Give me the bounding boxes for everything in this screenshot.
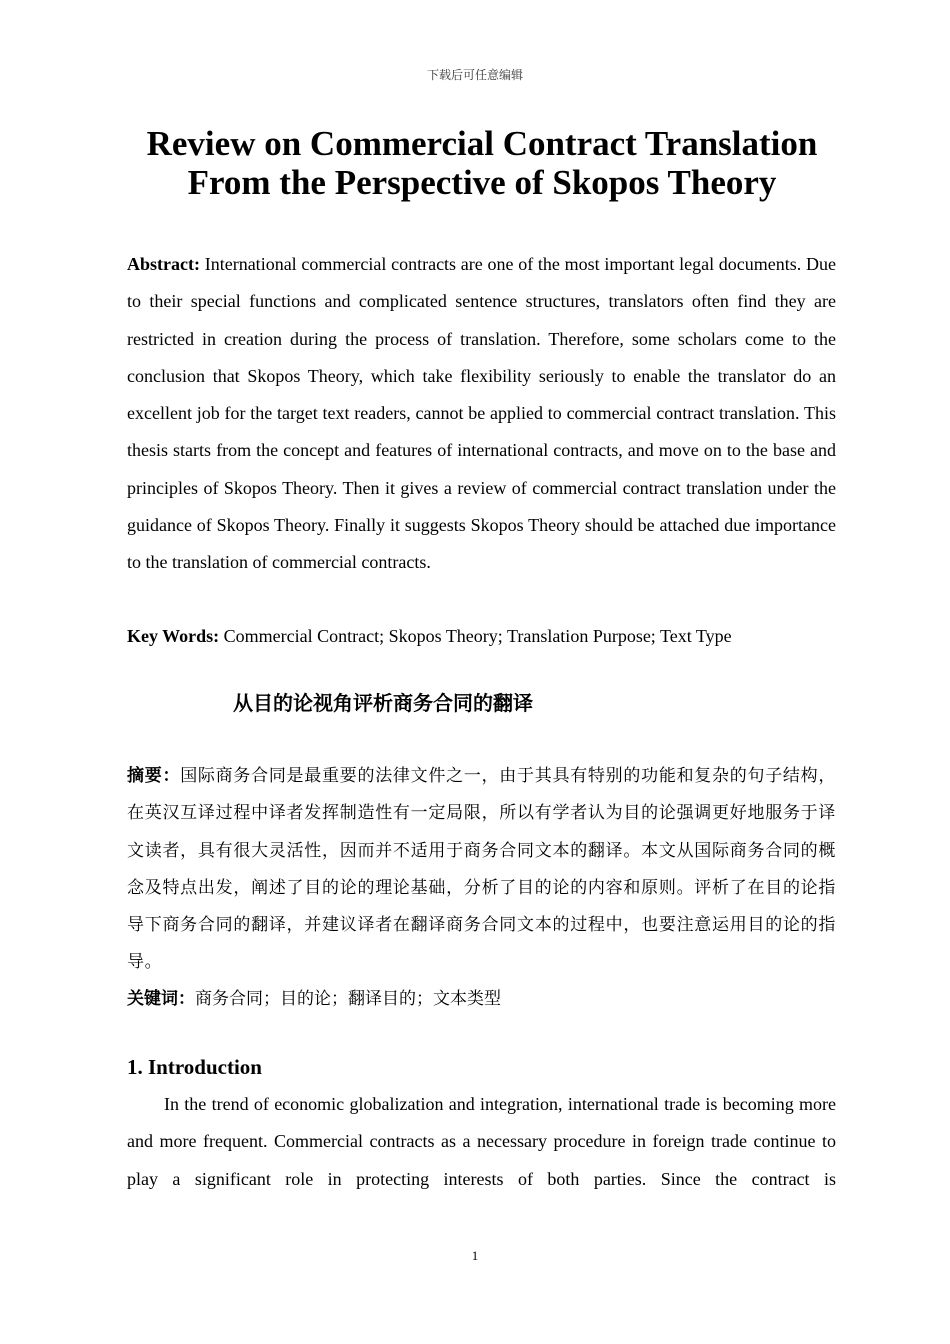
abstract-text: International commercial contracts are one of the most important legal documents. Due to their special functions and complicated sentence structures, translators often find they are restricted in creation during the process of translation. Therefore, some scholars come to the conclusion that Skopos Theory, which take flexibility seriously to enable the translator do an excellent job for the target text readers, cannot be applied to commercial contract translation. This thesis starts from the concept and features of international contracts, and move on to the base and principles of Skopos Theory. Then it gives a review of commercial contract translation under the guidance of Skopos Theory. Finally it suggests Skopos Theory should be attached due importance to the translation of commercial contracts. (127, 254, 837, 573)
chinese-keywords-line (127, 982, 836, 1016)
abstract-label: Abstract: (127, 254, 200, 274)
keywords-text: Commercial Contract; Skopos Theory; Translation Purpose; Text Type (223, 626, 732, 646)
chinese-keywords-label: 关键词： (127, 989, 195, 1009)
abstract-paragraph (127, 246, 836, 582)
paper-title-line-1: Review on Commercial Contract Translation (146, 124, 818, 163)
paper-title-line-2: From the Perspective of Skopos Theory (187, 163, 777, 202)
chinese-abstract-paragraph (127, 758, 836, 982)
chinese-keywords-text: 商务合同；目的论；翻译目的；文本类型 (195, 989, 501, 1009)
chinese-abstract-text: 国际商务合同是最重要的法律文件之一，由于其具有特别的功能和复杂的句子结构，在英汉互译过程中译者发挥制造性有一定局限，所以有学者认为目的论强调更好地服务于译文读者，具有很大灵活性，因而并不适用于商务合同文本的翻译。本文从国际商务合同的概念及特点出发，阐述了目的论的理论基础，分析了目的论的内容和原则。评析了在目的论指导下商务合同的翻译，并建议译者在翻译商务合同文本的过程中，也要注意运用目的论的指导。 (127, 766, 836, 973)
paper-title (100, 124, 864, 202)
chinese-abstract-label: 摘要： (127, 766, 181, 786)
page-number: 1 (471, 1248, 479, 1263)
introduction-paragraph: In the trend of economic globalization and integration, international trade is becoming more and more frequent. Commercial contracts as a necessary procedure in foreign trade continue to play a significant role in protecting interests of both parties. Since the contract is (127, 1094, 836, 1189)
section-heading-introduction: 1. Introduction (127, 1055, 262, 1079)
header-note: 下载后可任意编辑 (426, 68, 523, 82)
keywords-line (127, 618, 847, 654)
keywords-label: Key Words: (127, 626, 220, 646)
chinese-title: 从目的论视角评析商务合同的翻译 (233, 691, 533, 715)
